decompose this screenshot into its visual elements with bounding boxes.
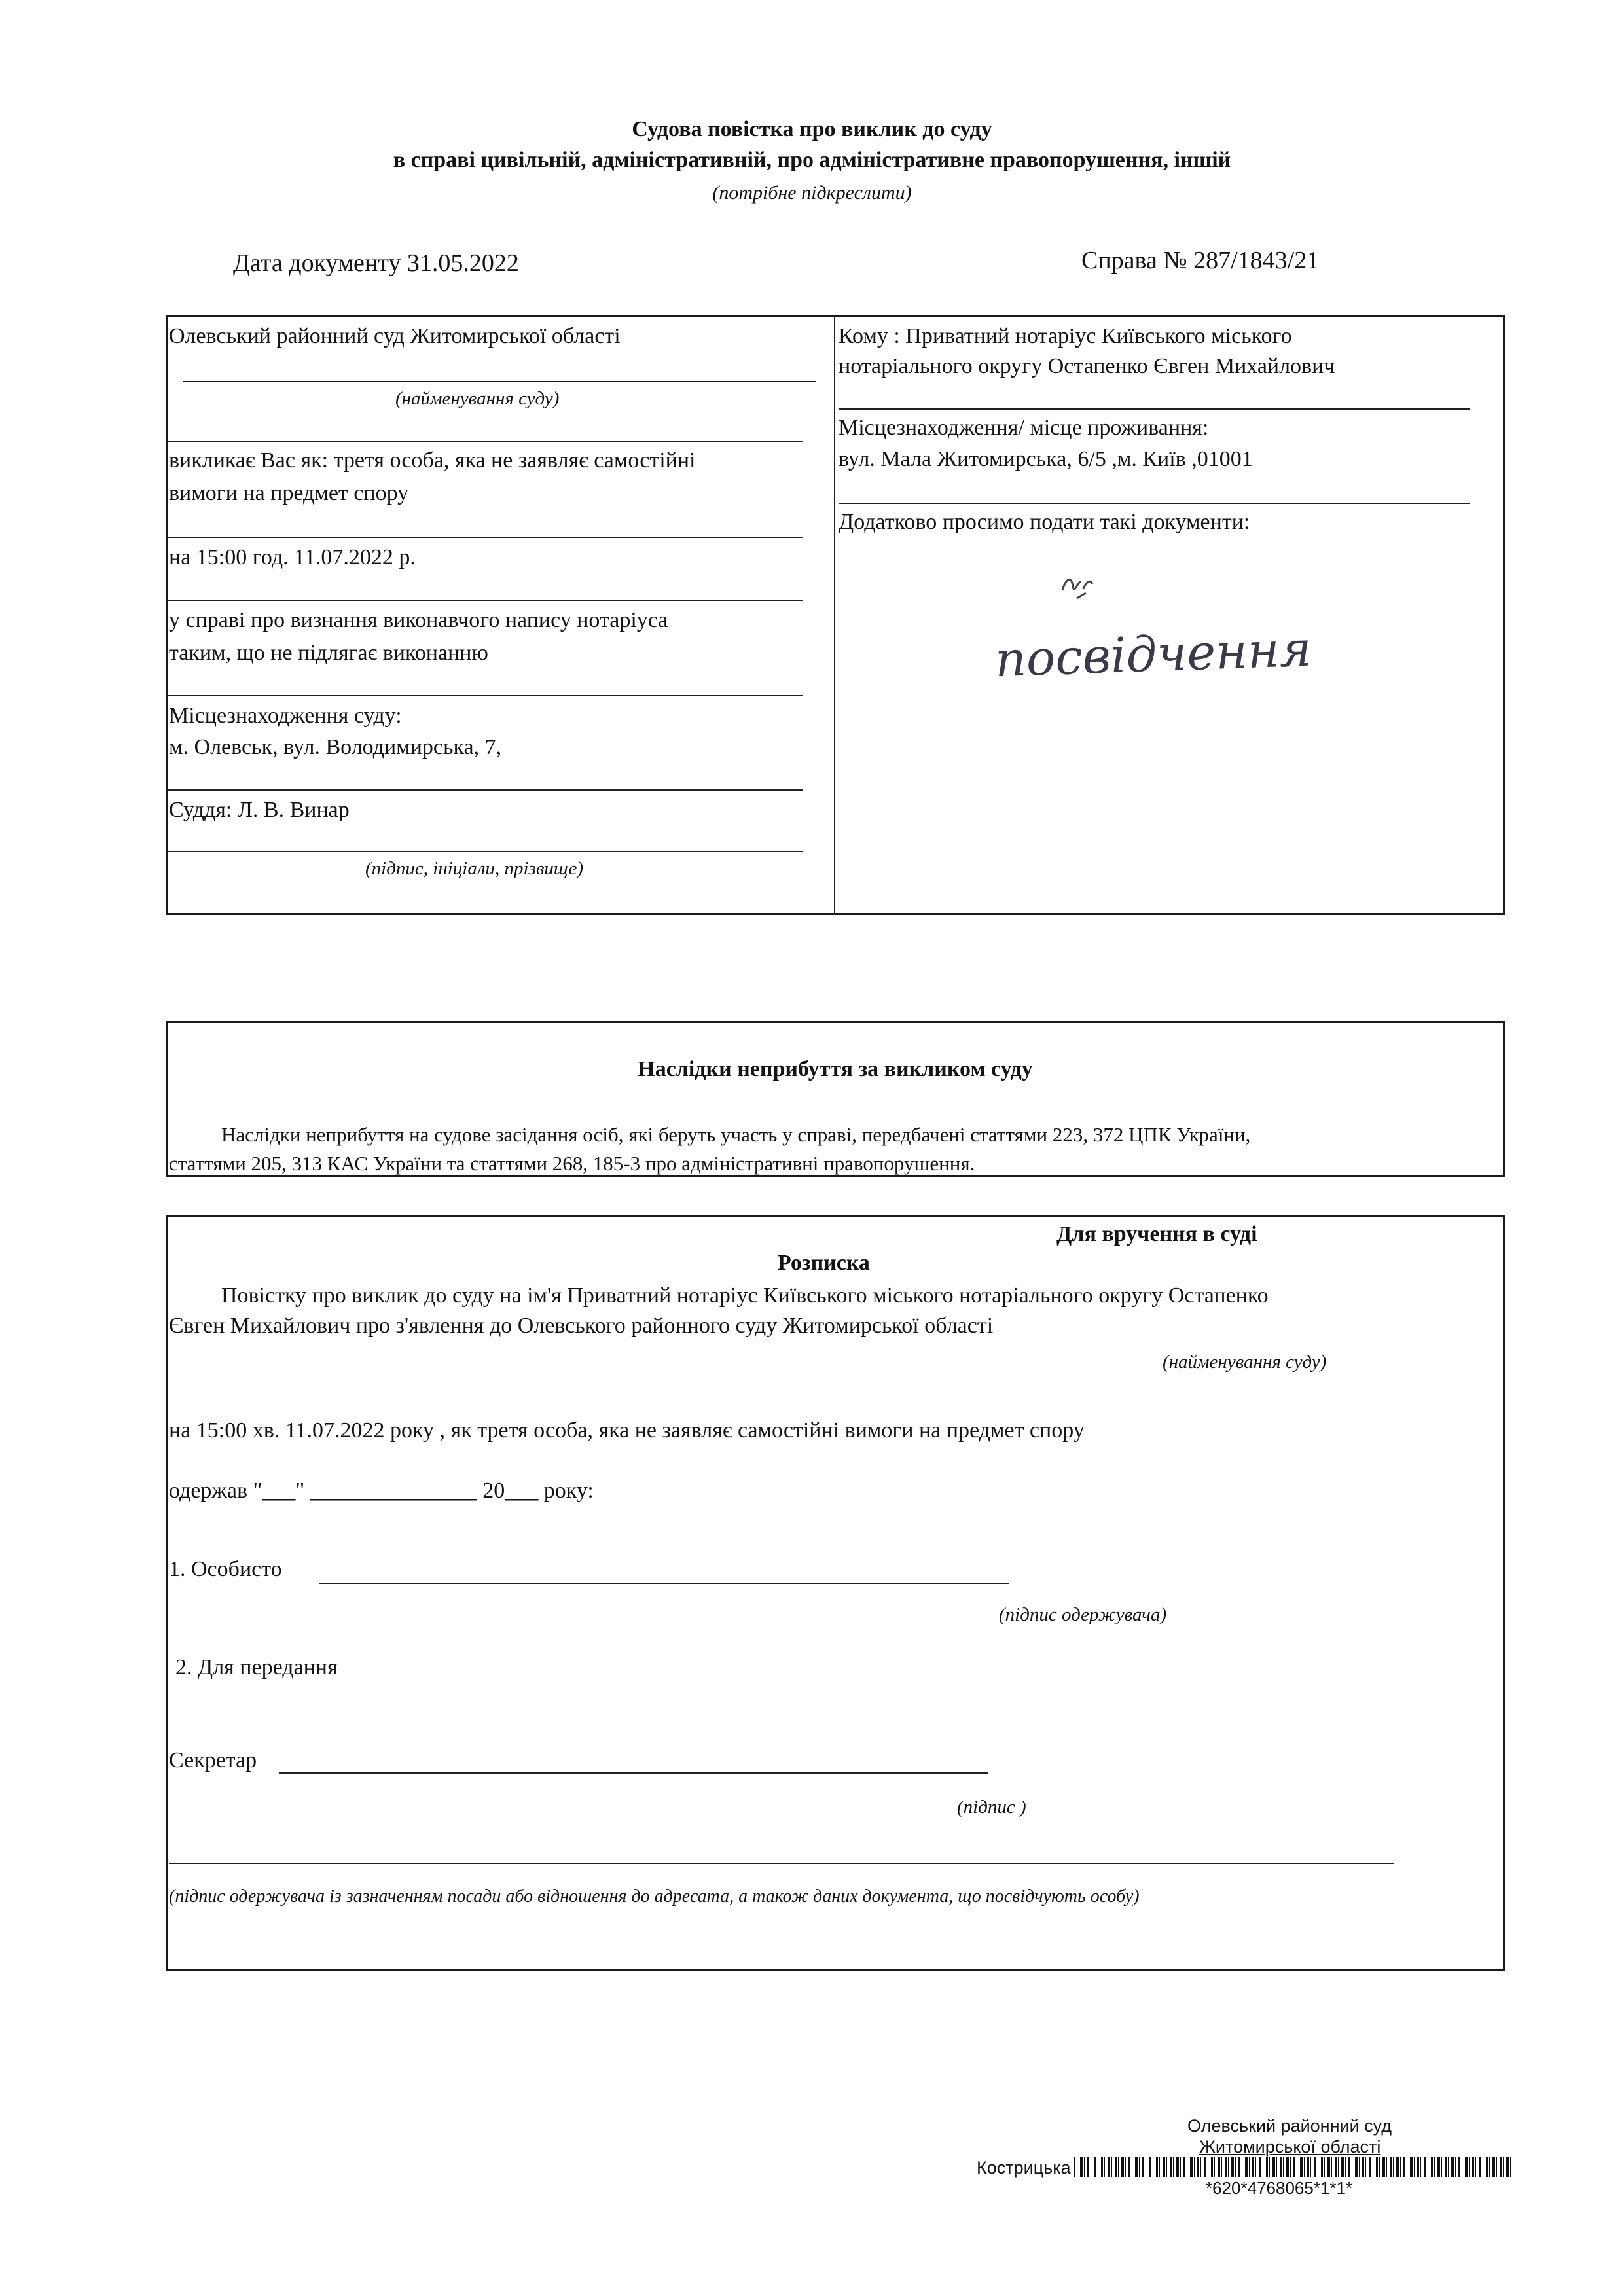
court-location: м. Олевськ, вул. Володимирська, 7, bbox=[169, 735, 502, 759]
receipt-text-line2: Євген Михайлович про з'явлення до Олевського районного суду Житомирської області bbox=[169, 1314, 994, 1338]
transfer-label: 2. Для передання bbox=[175, 1655, 338, 1679]
table-divider bbox=[834, 315, 835, 915]
case-subject-line1: у справі про визнання виконавчого напису нотаріуса bbox=[169, 608, 668, 632]
personal-signature-line bbox=[319, 1583, 1009, 1584]
divider-line bbox=[168, 695, 803, 696]
receipt-title: Розписка bbox=[778, 1251, 870, 1275]
receipt-time-line: на 15:00 хв. 11.07.2022 року , як третя особа, яка не заявляє самостійні вимоги на предмет спору bbox=[169, 1418, 1085, 1443]
signature-line bbox=[168, 851, 803, 852]
case-subject-line2: таким, що не підлягає виконанню bbox=[169, 641, 488, 665]
receipt-text-line1: Повістку про виклик до суду на ім'я Приватний нотаріус Київського міського нотаріального округу Остапенко bbox=[221, 1283, 1269, 1308]
receipt-court-caption: (найменування суду) bbox=[1163, 1352, 1327, 1372]
divider-line bbox=[168, 789, 803, 791]
handwritten-mark bbox=[1057, 564, 1103, 610]
signature-caption: (підпис, ініціали, прізвище) bbox=[365, 858, 584, 879]
summons-role-line1: викликає Вас як: третя особа, яка не заявляє самостійні bbox=[169, 448, 696, 473]
secretary-signature-caption: (підпис ) bbox=[957, 1797, 1026, 1818]
stamp-court-line2: Житомирської області bbox=[1199, 2137, 1381, 2157]
recipient-line1: Кому : Приватний нотаріус Київського міського bbox=[839, 324, 1292, 348]
consequences-title: Наслідки неприбуття за викликом суду bbox=[638, 1057, 1033, 1081]
divider-line bbox=[168, 537, 803, 538]
handwritten-document-name: посвідчення bbox=[994, 620, 1312, 689]
divider-line bbox=[839, 503, 1470, 504]
recipient-signature-caption: (підпис одержувача) bbox=[999, 1604, 1167, 1625]
consequences-text-line1: Наслідки неприбуття на судове засідання осіб, які беруть участь у справі, передбачені статтями 223, 372 ЦПК України, bbox=[221, 1123, 1251, 1146]
received-date-line: одержав "___" _______________ 20___ року: bbox=[169, 1479, 594, 1503]
address-label: Місцезнаходження/ місце проживання: bbox=[839, 416, 1209, 440]
for-court-label: Для вручення в суді bbox=[1056, 1222, 1257, 1246]
recipient-address: вул. Мала Житомирська, 6/5 ,м. Київ ,01001 bbox=[839, 447, 1253, 471]
court-name: Олевський районний суд Житомирської області bbox=[169, 324, 621, 348]
stamp-court-line1: Олевський районний суд bbox=[1187, 2116, 1392, 2136]
additional-docs-label: Додатково просимо подати такі документи: bbox=[839, 510, 1250, 534]
receipt-signature-line bbox=[169, 1863, 1394, 1864]
court-location-label: Місцезнаходження суду: bbox=[169, 704, 402, 728]
secretary-label: Секретар bbox=[169, 1748, 257, 1772]
personal-delivery-label: 1. Особисто bbox=[169, 1557, 282, 1581]
recipient-line2: нотаріального округу Остапенко Євген Михайлович bbox=[839, 354, 1335, 378]
case-number: Справа № 287/1843/21 bbox=[1081, 247, 1320, 274]
document-subtitle: в справі цивільній, адміністративній, про адміністративне правопорушення, іншій bbox=[393, 148, 1231, 172]
clerk-name: Кострицька bbox=[977, 2158, 1071, 2178]
secretary-signature-line bbox=[279, 1772, 988, 1774]
divider-line bbox=[168, 600, 803, 601]
receipt-footer-caption: (підпис одержувача із зазначенням посади або відношення до адресата, а також даних документа, що посвідчують особу) bbox=[169, 1886, 1140, 1907]
barcode bbox=[1074, 2157, 1512, 2177]
court-name-line bbox=[183, 381, 816, 382]
court-name-caption: (найменування суду) bbox=[395, 388, 560, 409]
divider-line bbox=[839, 408, 1470, 410]
divider-line bbox=[168, 441, 803, 442]
underline-note: (потрібне підкреслити) bbox=[712, 182, 912, 204]
hearing-time: на 15:00 год. 11.07.2022 р. bbox=[169, 545, 416, 569]
judge-name: Суддя: Л. В. Винар bbox=[169, 798, 350, 822]
document-title: Судова повістка про виклик до суду bbox=[632, 117, 992, 141]
consequences-text-line2: статтями 205, 313 КАС України та статтями 268, 185-3 про адміністративні правопорушення. bbox=[169, 1152, 975, 1175]
barcode-number: *620*4768065*1*1* bbox=[1206, 2178, 1353, 2198]
document-date: Дата документу 31.05.2022 bbox=[233, 249, 519, 277]
summons-role-line2: вимоги на предмет спору bbox=[169, 481, 409, 505]
